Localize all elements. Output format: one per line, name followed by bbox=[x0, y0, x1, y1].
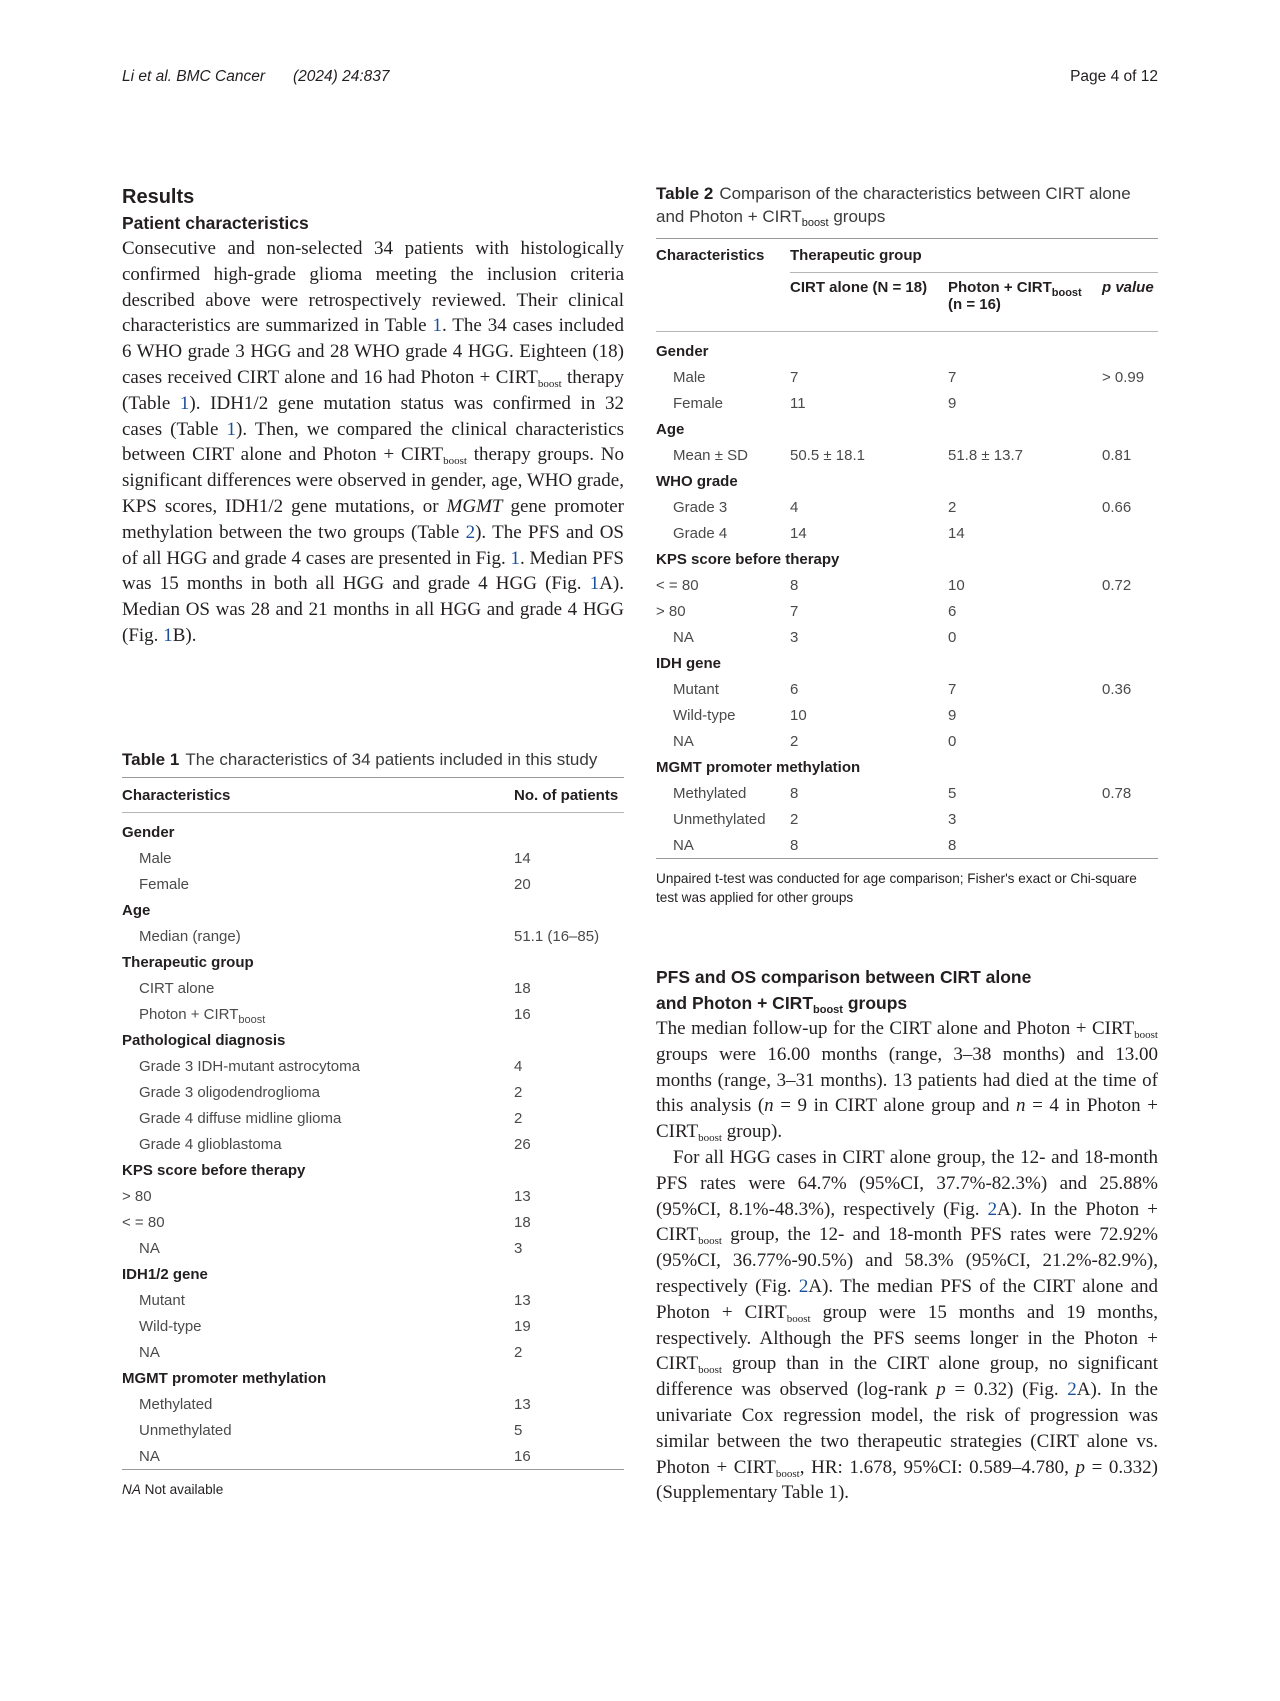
table-2-group-row bbox=[656, 754, 1158, 780]
table-2 bbox=[656, 182, 1158, 907]
table-1-col-characteristics: Characteristics bbox=[122, 786, 231, 804]
table-row bbox=[656, 832, 1158, 859]
cirt-value: 3 bbox=[790, 628, 799, 646]
table-2-header-row-1 bbox=[656, 239, 1158, 273]
row-label: Mutant bbox=[139, 1291, 185, 1309]
patient-count: 5 bbox=[514, 1421, 523, 1439]
table-1-col-patients: No. of patients bbox=[514, 786, 619, 804]
table-row bbox=[122, 1339, 624, 1365]
table-2-caption: Table 2 Comparison of the characteristics between CIRT alone and Photon + $CIRT_{boost}$ groups bbox=[656, 184, 1131, 229]
table-2-col-characteristics: Characteristics bbox=[656, 247, 765, 265]
cirt-value: 8 bbox=[790, 836, 799, 854]
results-heading: Results bbox=[122, 186, 195, 208]
group-label: IDH gene bbox=[656, 654, 722, 672]
cirt-value: 50.5 ± 18.1 bbox=[790, 446, 865, 464]
group-label: Pathological diagnosis bbox=[122, 1031, 286, 1049]
table-2-grid bbox=[656, 238, 1158, 863]
table-row bbox=[122, 1105, 624, 1131]
table-row bbox=[122, 1235, 624, 1261]
table-1-body bbox=[122, 819, 624, 1470]
table-row bbox=[656, 364, 1158, 390]
journal-name: Li et al. BMC Cancer bbox=[122, 68, 265, 85]
photon-value: 6 bbox=[948, 602, 957, 620]
patient-count: 19 bbox=[514, 1317, 531, 1335]
pfs-os-heading: PFS and OS comparison between CIRT alone and Photon + $CIRT_{boost}$ groups bbox=[656, 967, 1032, 1016]
table-row bbox=[122, 1001, 624, 1027]
photon-value: 3 bbox=[948, 810, 957, 828]
row-label: NA bbox=[139, 1239, 160, 1257]
table-row bbox=[122, 1079, 624, 1105]
group-label: Age bbox=[656, 420, 685, 438]
row-label: NA bbox=[139, 1447, 160, 1465]
group-label: MGMT promoter methylation bbox=[122, 1369, 327, 1387]
row-label: Female bbox=[673, 394, 724, 412]
cirt-value: 14 bbox=[790, 524, 807, 542]
group-label: Gender bbox=[656, 342, 709, 360]
group-label: Therapeutic group bbox=[122, 953, 254, 971]
p-value: 0.72 bbox=[1102, 576, 1132, 594]
row-label: < = 80 bbox=[656, 576, 699, 594]
table-1-group-row bbox=[122, 1365, 624, 1391]
right-column bbox=[656, 184, 1159, 1504]
row-label: Grade 4 bbox=[673, 524, 728, 542]
table-1-group-row bbox=[122, 819, 624, 845]
table-2-group-row bbox=[656, 416, 1158, 442]
patient-count: 13 bbox=[514, 1187, 531, 1205]
row-label: Mutant bbox=[673, 680, 719, 698]
follow-up-paragraph: The median follow-up for the CIRT alone and Photon + $CIRT_{boost}$ groups were 16.00 months (range, 3–38 months) and 13.00 months (range, 3–31 months). 13 patients had died at the time of this analysis (n = 9 in CIRT alone group and n = 4 in Photon + $CIRT_{boost}$ group). bbox=[656, 1018, 1158, 1145]
table-2-group-row bbox=[656, 546, 1158, 572]
row-label: Male bbox=[673, 368, 706, 386]
patient-count: 3 bbox=[514, 1239, 523, 1257]
table-row bbox=[656, 494, 1158, 520]
row-label: Methylated bbox=[673, 784, 747, 802]
table-row bbox=[122, 923, 624, 949]
p-value bbox=[1102, 390, 1158, 416]
table-row bbox=[656, 806, 1158, 832]
table-row bbox=[656, 676, 1158, 702]
row-label: Median (range) bbox=[139, 927, 241, 945]
p-value: > 0.99 bbox=[1102, 368, 1145, 386]
group-label: KPS score before therapy bbox=[656, 550, 840, 568]
cirt-value: 7 bbox=[790, 602, 799, 620]
table-row bbox=[656, 728, 1158, 754]
table-row bbox=[656, 520, 1158, 546]
row-label: Mean ± SD bbox=[673, 446, 748, 464]
patient-count: 18 bbox=[514, 1213, 531, 1231]
row-label: Photon + $CIRT_{boost}$ bbox=[139, 1005, 266, 1026]
table-1-group-row bbox=[122, 1157, 624, 1183]
row-label: NA bbox=[673, 732, 694, 750]
cirt-value: 10 bbox=[790, 706, 807, 724]
table-1-group-row bbox=[122, 897, 624, 923]
cirt-value: 2 bbox=[790, 732, 799, 750]
photon-value: 2 bbox=[948, 498, 957, 516]
group-label: WHO grade bbox=[656, 472, 738, 490]
running-header bbox=[122, 68, 390, 86]
table-1-grid bbox=[122, 777, 624, 1474]
table-row bbox=[122, 1443, 624, 1470]
table-1-link[interactable]: 1 bbox=[432, 315, 442, 337]
cirt-value: 8 bbox=[790, 576, 799, 594]
photon-value: 10 bbox=[948, 576, 965, 594]
table-row bbox=[122, 1183, 624, 1209]
patient-count: 51.1 (16–85) bbox=[514, 927, 600, 945]
table-row bbox=[656, 442, 1158, 468]
photon-value: 9 bbox=[948, 394, 957, 412]
patient-count: 16 bbox=[514, 1447, 531, 1465]
table-2-col-photon: Photon + $CIRT_{boost}$ (n = 16) bbox=[948, 279, 1082, 313]
table-2-body bbox=[656, 338, 1158, 859]
row-label: Female bbox=[139, 875, 190, 893]
cirt-value: 6 bbox=[790, 680, 799, 698]
group-label: Age bbox=[122, 901, 151, 919]
p-value: 0.78 bbox=[1102, 784, 1132, 802]
p-value bbox=[1102, 832, 1158, 859]
row-label: Grade 4 diffuse midline glioma bbox=[139, 1109, 342, 1127]
p-value bbox=[1102, 598, 1158, 624]
table-1-group-row bbox=[122, 1261, 624, 1287]
row-label: Male bbox=[139, 849, 172, 867]
table-2-col-cirt: CIRT alone (N = 18) bbox=[790, 279, 928, 296]
row-label: Grade 3 bbox=[673, 498, 728, 516]
patient-count: 13 bbox=[514, 1395, 531, 1413]
patient-count: 14 bbox=[514, 849, 531, 867]
table-2-group-row bbox=[656, 650, 1158, 676]
table-row bbox=[656, 702, 1158, 728]
figure-2-link[interactable]: 2 bbox=[798, 1275, 809, 1297]
table-row bbox=[122, 871, 624, 897]
table-row bbox=[122, 845, 624, 871]
photon-value: 14 bbox=[948, 524, 965, 542]
table-row bbox=[656, 598, 1158, 624]
table-2-footnote: Unpaired t-test was conducted for age comparison; Fisher's exact or Chi-square test was applied for other groups bbox=[656, 871, 1137, 905]
row-label: < = 80 bbox=[122, 1213, 165, 1231]
photon-value: 9 bbox=[948, 706, 957, 724]
table-1-link[interactable]: 1 bbox=[179, 392, 190, 414]
photon-value: 0 bbox=[948, 628, 957, 646]
row-label: > 80 bbox=[122, 1187, 152, 1205]
row-label: Grade 4 glioblastoma bbox=[139, 1135, 282, 1153]
group-label: KPS score before therapy bbox=[122, 1161, 306, 1179]
cirt-value: 7 bbox=[790, 368, 799, 386]
table-row bbox=[122, 1417, 624, 1443]
table-2-col-group: Therapeutic group bbox=[790, 239, 1158, 273]
row-label: CIRT alone bbox=[139, 979, 215, 997]
row-label: Wild-type bbox=[139, 1317, 202, 1335]
table-row bbox=[656, 390, 1158, 416]
photon-value: 7 bbox=[948, 368, 957, 386]
table-2-header-row-2 bbox=[656, 273, 1158, 332]
patient-count: 26 bbox=[514, 1135, 531, 1153]
group-label: MGMT promoter methylation bbox=[656, 758, 861, 776]
photon-value: 51.8 ± 13.7 bbox=[948, 446, 1023, 464]
p-value bbox=[1102, 806, 1158, 832]
row-label: Unmethylated bbox=[673, 810, 766, 828]
group-label: IDH1/2 gene bbox=[122, 1265, 208, 1283]
table-row bbox=[122, 975, 624, 1001]
table-row bbox=[122, 1313, 624, 1339]
table-1 bbox=[122, 748, 624, 1499]
table-row bbox=[122, 1209, 624, 1235]
table-1-header-row bbox=[122, 778, 624, 813]
row-label: Unmethylated bbox=[139, 1421, 232, 1439]
patient-count: 18 bbox=[514, 979, 531, 997]
patient-count: 2 bbox=[514, 1083, 523, 1101]
photon-value: 8 bbox=[948, 836, 957, 854]
citation: (2024) 24:837 bbox=[293, 68, 390, 85]
cirt-value: 4 bbox=[790, 498, 799, 516]
table-2-group-row bbox=[656, 468, 1158, 494]
left-column bbox=[122, 184, 625, 1497]
photon-value: 0 bbox=[948, 732, 957, 750]
pfs-rates-paragraph: For all HGG cases in CIRT alone group, the 12- and 18-month PFS rates were 64.7% (95%CI, 37.7%-82.3%) and 25.88% (95%CI, 8.1%-48.3%), respectively (Fig. 2A). In the Photon + $CIRT_{boost}$ group, the 12- and 18-month PFS rates were 72.92% (95%CI, 36.77%-90.5%) and 58.3% (95%CI, 21.2%-82.9%), respectively (Fig. 2A). The median PFS of the CIRT alone and Photon + $CIRT_{boost}$ group were 15 months and 19 months, respectively. Although the PFS seems longer in the Photon + $CIRT_{boost}$ group than in the CIRT alone group, no significant difference was observed (log-rank p = 0.32) (Fig. 2A). In the univariate Cox regression model, the risk of progression was similar between the two therapeutic strategies (CIRT alone vs. Photon + $CIRT_{boost}$, HR: 1.678, 95%CI: 0.589–4.780, p = 0.332) (Supplementary Table 1). bbox=[656, 1146, 1159, 1504]
table-row bbox=[122, 1131, 624, 1157]
photon-value: 5 bbox=[948, 784, 957, 802]
patient-characteristics-heading: Patient characteristics bbox=[122, 213, 309, 233]
figure-1-link[interactable]: 1 bbox=[510, 547, 520, 569]
table-row bbox=[122, 1053, 624, 1079]
figure-1-link[interactable]: 1 bbox=[163, 624, 173, 646]
photon-value: 7 bbox=[948, 680, 957, 698]
table-row bbox=[656, 572, 1158, 598]
figure-1-link[interactable]: 1 bbox=[589, 573, 600, 595]
patient-characteristics-paragraph: Consecutive and non-selected 34 patients with histologically confirmed high-grade glioma meeting the inclusion criteria described above were retrospectively reviewed. Their clinical characteristics are summarized in Table 1. The 34 cases included 6 WHO grade 3 HGG and 28 WHO grade 4 HGG. Eighteen (18) cases received CIRT alone and 16 had Photon + $CIRT_{boost}$ therapy (Table 1). IDH1/2 gene mutation status was confirmed in 32 cases (Table 1). Then, we compared the clinical characteristics between CIRT alone and Photon + $CIRT_{boost}$ therapy groups. No significant differences were observed in gender, age, WHO grade, KPS scores, IDH1/2 gene mutations, or MGMT gene promoter methylation between the two groups (Table 2). The PFS and OS of all HGG and grade 4 cases are presented in Fig. 1. Median PFS was 15 months in both all HGG and grade 4 HGG (Fig. 1A). Median OS was 28 and 21 months in all HGG and grade 4 HGG (Fig. 1B). bbox=[122, 238, 625, 646]
p-value bbox=[1102, 520, 1158, 546]
row-label: NA bbox=[673, 628, 694, 646]
table-1-footnote: NA Not available bbox=[122, 1482, 224, 1497]
p-value bbox=[1102, 728, 1158, 754]
p-value: 0.81 bbox=[1102, 446, 1132, 464]
p-value: 0.66 bbox=[1102, 498, 1132, 516]
table-2-group-row bbox=[656, 338, 1158, 364]
patient-count: 16 bbox=[514, 1005, 531, 1023]
patient-count: 20 bbox=[514, 875, 531, 893]
cirt-value: 8 bbox=[790, 784, 799, 802]
table-row bbox=[656, 624, 1158, 650]
group-label: Gender bbox=[122, 823, 175, 841]
pfs-os-section bbox=[656, 964, 1158, 1506]
cirt-value: 2 bbox=[790, 810, 799, 828]
p-value bbox=[1102, 702, 1158, 728]
row-label: Grade 3 oligodendroglioma bbox=[139, 1083, 320, 1101]
table-1-group-row bbox=[122, 949, 624, 975]
cirt-value: 11 bbox=[790, 394, 806, 412]
table-2-col-p: p value bbox=[1102, 279, 1154, 296]
row-label: NA bbox=[139, 1343, 160, 1361]
table-row bbox=[122, 1391, 624, 1417]
table-1-caption: Table 1 The characteristics of 34 patients included in this study bbox=[122, 750, 598, 769]
patient-count: 2 bbox=[514, 1343, 523, 1361]
row-label: Wild-type bbox=[673, 706, 736, 724]
page-number: Page 4 of 12 bbox=[1070, 68, 1158, 85]
table-row bbox=[122, 1287, 624, 1313]
p-value: 0.36 bbox=[1102, 680, 1132, 698]
table-row bbox=[656, 780, 1158, 806]
patient-count: 2 bbox=[514, 1109, 523, 1127]
table-1-group-row bbox=[122, 1027, 624, 1053]
p-value bbox=[1102, 624, 1158, 650]
row-label: Methylated bbox=[139, 1395, 213, 1413]
figure-2-link[interactable]: 2 bbox=[1067, 1379, 1077, 1401]
row-label: > 80 bbox=[656, 602, 686, 620]
patient-count: 4 bbox=[514, 1057, 523, 1075]
table-1-link[interactable]: 1 bbox=[226, 418, 237, 440]
patient-count: 13 bbox=[514, 1291, 531, 1309]
table-2-link[interactable]: 2 bbox=[465, 521, 476, 543]
row-label: NA bbox=[673, 836, 694, 854]
figure-2-link[interactable]: 2 bbox=[987, 1198, 998, 1220]
row-label: Grade 3 IDH-mutant astrocytoma bbox=[139, 1057, 360, 1075]
